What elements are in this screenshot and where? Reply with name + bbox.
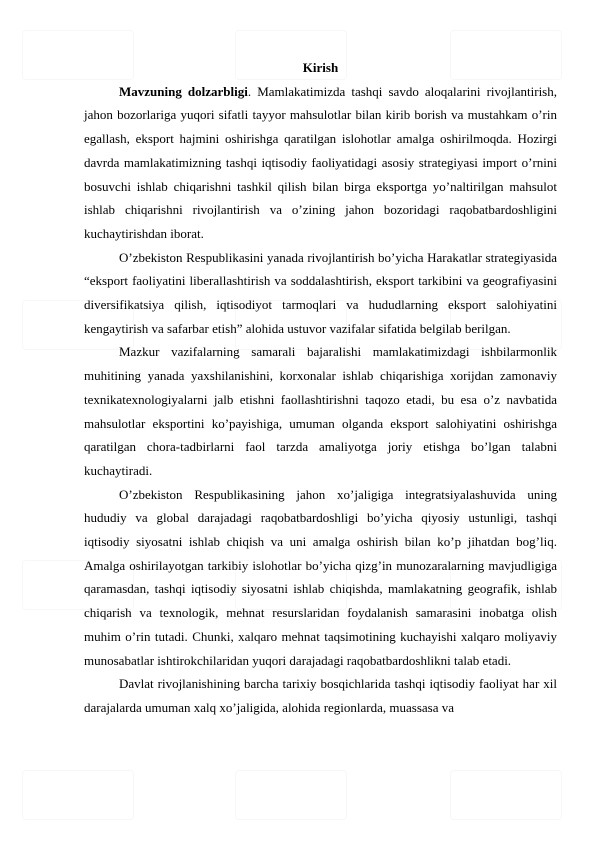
paragraph-tasks — [84, 340, 557, 482]
paragraph-text: O’zbekiston Respublikasining jahon xo’jaligiga integratsiyalashuvida uning hududiy va global darajadagi raqobatbardoshligi bo’yicha qiyosiy ustunligi, tashqi iqtisodiy siyosatni ishlab chiqish va uni amalga oshirish bilan ko’p jihatdan bog’liq. Amalga oshirilayotgan tarkibiy islohotlar bo’yicha qizg’in munozaralarning mavjudligiga qaramasdan, tashqi iqtisodiy siyosatni ishlab chiqishda, mamlakatning geografik, ishlab chiqarish va texnologik, mehnat resurslaridan foydalanish samarasini inobatga olish muhim o’rin tutadi. Chunki, xalqaro mehnat taqsimotining kuchayishi xalqaro moliyaviy munosabatlar ishtirokchilaridan yuqori darajadagi raqobatbardoshlikni talab etadi. — [84, 486, 557, 668]
paragraph-lead: Mavzuning dolzarbligi — [119, 83, 248, 99]
document-title: Kirish — [302, 60, 339, 75]
paragraph-strategy — [84, 246, 557, 341]
paragraph-integration — [84, 483, 557, 673]
watermark-tile — [235, 770, 347, 820]
watermark-tile — [22, 770, 134, 820]
document-page — [84, 56, 557, 720]
paragraph-relevance — [84, 80, 557, 246]
paragraph-text: Mazkur vazifalarning samarali bajaralishi mamlakatimizdagi ishbilarmonlik muhitining yanada yaxshilanishini, korxonalar ishlab chiqarishiga xorijdan zamonaviy texnikatexnologiyalarni jalb etishni faollashtirishni taqozo etadi, bu esa o’z navbatida mahsulotlar eksportini ko’payishiga, umuman olganda eksport salohiyatini oshirishga qaratilgan chora-tadbirlarni faol tarzda amaliyotga joriy etishga bo’lgan talabni kuchaytiradi. — [84, 344, 557, 478]
paragraph-text: O’zbekiston Respublikasini yanada rivojlantirish bo’yicha Harakatlar strategiyasida “eksport faoliyatini liberallashtirish va soddalashtirish, eksport tarkibini va geografiyasini diversifikatsiya qilish, iqtisodiyot tarmoqlari va hududlarning eksport salohiyatini kengaytirish va safarbar etish” alohida ustuvor vazifalar sifatida belgilab berilgan. — [84, 249, 557, 336]
watermark-tile — [450, 770, 562, 820]
paragraph-history — [84, 672, 557, 719]
paragraph-text: Davlat rivojlanishining barcha tarixiy bosqichlarida tashqi iqtisodiy faoliyat har xil darajalarda umuman xalq xo’jaligida, alohida regionlarda, muassasa va — [84, 676, 557, 715]
paragraph-text: . Mamlakatimizda tashqi savdo aloqalarini rivojlantirish, jahon bozorlariga yuqori sifatli tayyor mahsulotlar bilan kirib borish va mustahkam o’rin egallash, eksport hajmini oshirishga qaratilgan islohotlar amalga oshirilmoqda. Hozirgi davrda mamlakatimizning tashqi iqtisodiy faoliyatidagi asosiy strategiyasi import o’rnini bosuvchi ishlab chiqarishni tashkil qilish bilan birga eksportga yo’naltirilgan mahsulot ishlab chiqarishni rivojlantirish va o’zining jahon bozoridagi raqobatbardoshligini kuchaytirishdan iborat. — [84, 83, 557, 241]
